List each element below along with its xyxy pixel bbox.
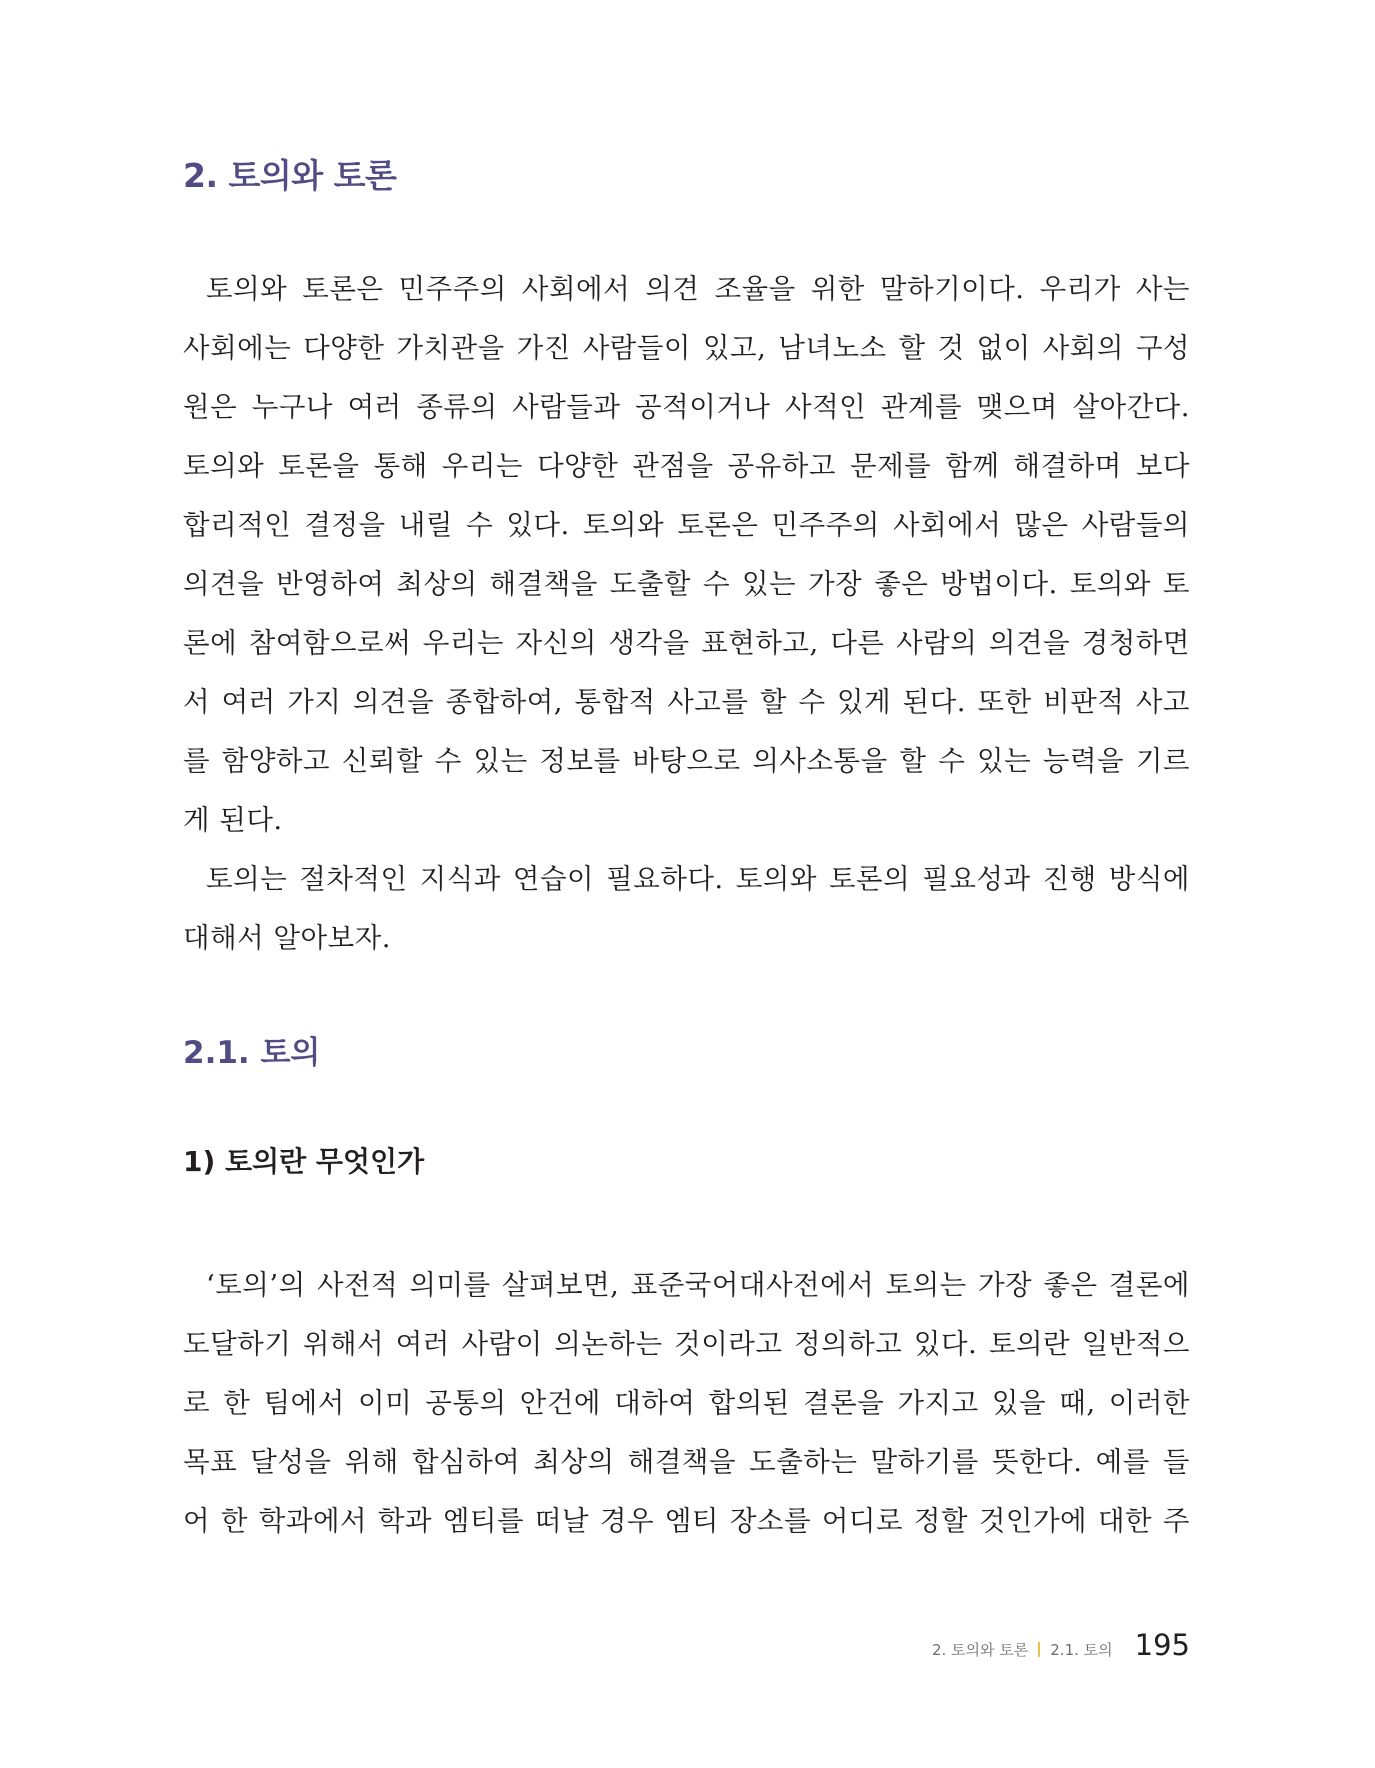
body-text-block-1 [183, 260, 1190, 968]
text-line: 를 함양하고 신뢰할 수 있는 정보를 바탕으로 의사소통을 할 수 있는 능력을 기르 [183, 745, 1190, 777]
text-line: 의견을 반영하여 최상의 해결책을 도출할 수 있는 가장 좋은 방법이다. 토의와 토 [183, 568, 1190, 600]
footer-subsection: 2.1. 토의 [1050, 1641, 1113, 1659]
text-line: 어 한 학과에서 학과 엠티를 떠날 경우 엠티 장소를 어디로 정할 것인가에 대한 주 [183, 1505, 1190, 1537]
section-title: 2. 토의와 토론 [183, 156, 397, 195]
text-line: 사회에는 다양한 가치관을 가진 사람들이 있고, 남녀노소 할 것 없이 사회의 구성 [183, 332, 1190, 364]
text-line: 게 된다. [183, 804, 283, 836]
text-line: 합리적인 결정을 내릴 수 있다. 토의와 토론은 민주주의 사회에서 많은 사람들의 [183, 509, 1190, 541]
text-line: 토의와 토론을 통해 우리는 다양한 관점을 공유하고 문제를 함께 해결하며 보다 [183, 450, 1190, 482]
text-line: 토의와 토론은 민주주의 사회에서 의견 조율을 위한 말하기이다. 우리가 사는 [206, 273, 1190, 305]
subsubsection-title: 1) 토의란 무엇인가 [183, 1145, 425, 1178]
text-line: ‘토의’의 사전적 의미를 살펴보면, 표준국어대사전에서 토의는 가장 좋은 결론에 [206, 1269, 1190, 1301]
text-line: 대해서 알아보자. [183, 922, 391, 954]
text-line: 원은 누구나 여러 종류의 사람들과 공적이거나 사적인 관계를 맺으며 살아간다. [183, 391, 1190, 423]
footer-separator [1038, 1642, 1040, 1657]
body-text-block-2 [183, 1256, 1190, 1551]
text-line: 로 한 팀에서 이미 공통의 안건에 대하여 합의된 결론을 가지고 있을 때, 이러한 [183, 1387, 1190, 1419]
text-line: 도달하기 위해서 여러 사람이 의논하는 것이라고 정의하고 있다. 토의란 일반적으 [183, 1328, 1190, 1360]
text-line: 론에 참여함으로써 우리는 자신의 생각을 표현하고, 다른 사람의 의견을 경청하면 [183, 627, 1190, 659]
text-line: 목표 달성을 위해 합심하여 최상의 해결책을 도출하는 말하기를 뜻한다. 예를 들 [183, 1446, 1190, 1478]
text-line: 토의는 절차적인 지식과 연습이 필요하다. 토의와 토론의 필요성과 진행 방식에 [206, 863, 1190, 895]
page-number: 195 [1134, 1628, 1190, 1662]
text-line: 서 여러 가지 의견을 종합하여, 통합적 사고를 할 수 있게 된다. 또한 비판적 사고 [183, 686, 1190, 718]
page-footer [932, 1628, 1190, 1662]
subsection-title: 2.1. 토의 [183, 1035, 321, 1071]
footer-section: 2. 토의와 토론 [931, 1641, 1029, 1659]
